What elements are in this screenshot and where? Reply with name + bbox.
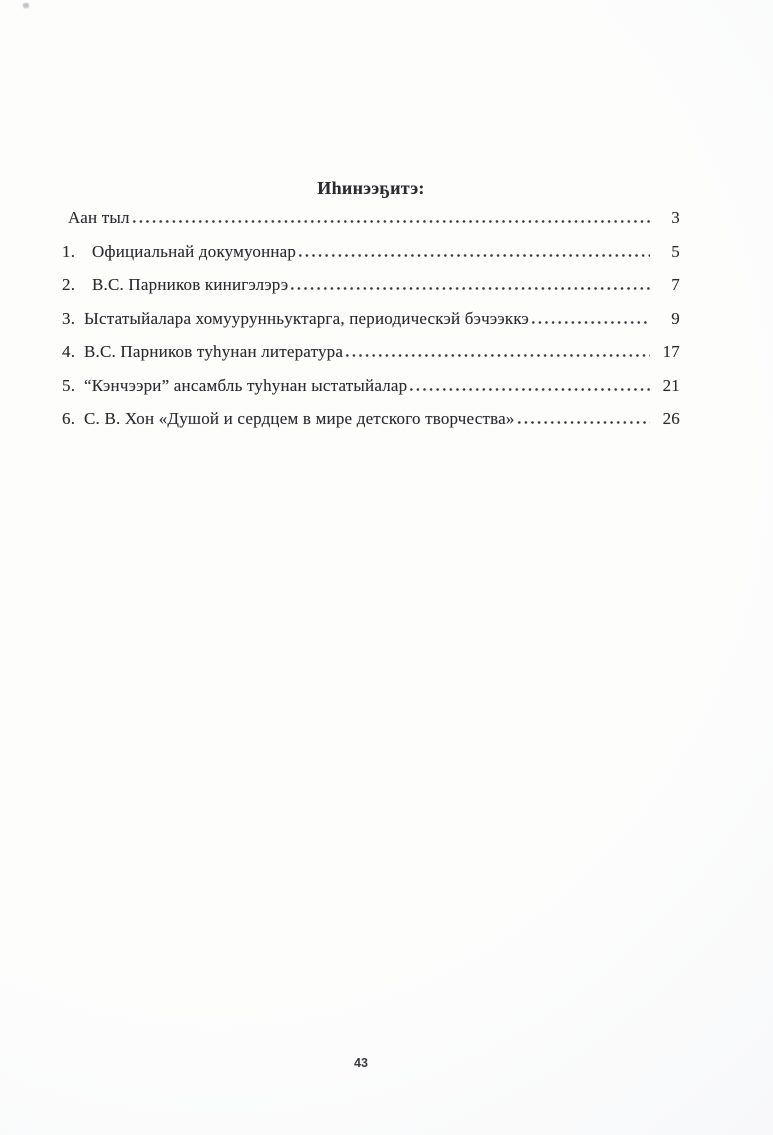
- dot-leader: [530, 319, 650, 324]
- toc-entry: [62, 207, 680, 228]
- toc-entry: [62, 274, 680, 295]
- toc-entry: [62, 241, 680, 262]
- dot-leader: [297, 252, 650, 257]
- toc-entry-label: В.С. Парников кинигэлэрэ: [92, 275, 289, 294]
- dot-leader: [408, 386, 650, 391]
- toc-entry-label: “Кэнчээри” ансамбль туһунан ыстатыйалар: [84, 375, 408, 395]
- toc-entry-number: 1.: [62, 241, 76, 261]
- dot-leader: [289, 285, 650, 290]
- toc-entry: [62, 308, 680, 329]
- toc-entry-page: 3: [671, 208, 680, 227]
- toc-entry-number: 3.: [62, 308, 76, 328]
- toc-entry: [62, 375, 680, 396]
- toc-entry: [62, 341, 680, 362]
- toc-entry-label: Аан тыл: [68, 208, 130, 227]
- toc-entry-page: 5: [671, 241, 680, 261]
- toc-entry-number: 6.: [62, 409, 76, 428]
- toc-entry-number: 5.: [62, 375, 76, 395]
- toc-entry-label: Ыстатыйалара хомуурунньуктарга, периодическэй бэчээккэ: [84, 308, 530, 328]
- scan-artifact-speck: [23, 3, 29, 8]
- toc-entry-label: В.С. Парников туһунан литература: [84, 342, 344, 361]
- toc-entry-label: С. В. Хон «Душой и сердцем в мире детского творчества»: [84, 409, 515, 428]
- dot-leader: [344, 352, 650, 357]
- toc-entry-number: 2.: [62, 275, 76, 294]
- dot-leader: [516, 419, 650, 424]
- toc-entry-page: 7: [671, 275, 680, 294]
- page-content: [62, 176, 680, 442]
- toc-entry: [62, 408, 680, 429]
- toc-entry-page: 9: [671, 308, 680, 328]
- toc-entry-page: 17: [662, 342, 680, 361]
- dot-leader: [131, 218, 653, 223]
- toc-entry-page: 26: [662, 409, 680, 428]
- toc-entry-page: 21: [662, 375, 680, 395]
- toc-entry-number: 4.: [62, 342, 76, 361]
- table-of-contents: [62, 207, 680, 429]
- page-title: Иһинээҕитэ:: [317, 178, 425, 198]
- toc-entry-label: Официальнай докумуоннар: [92, 241, 297, 261]
- page-number: 43: [354, 1056, 368, 1070]
